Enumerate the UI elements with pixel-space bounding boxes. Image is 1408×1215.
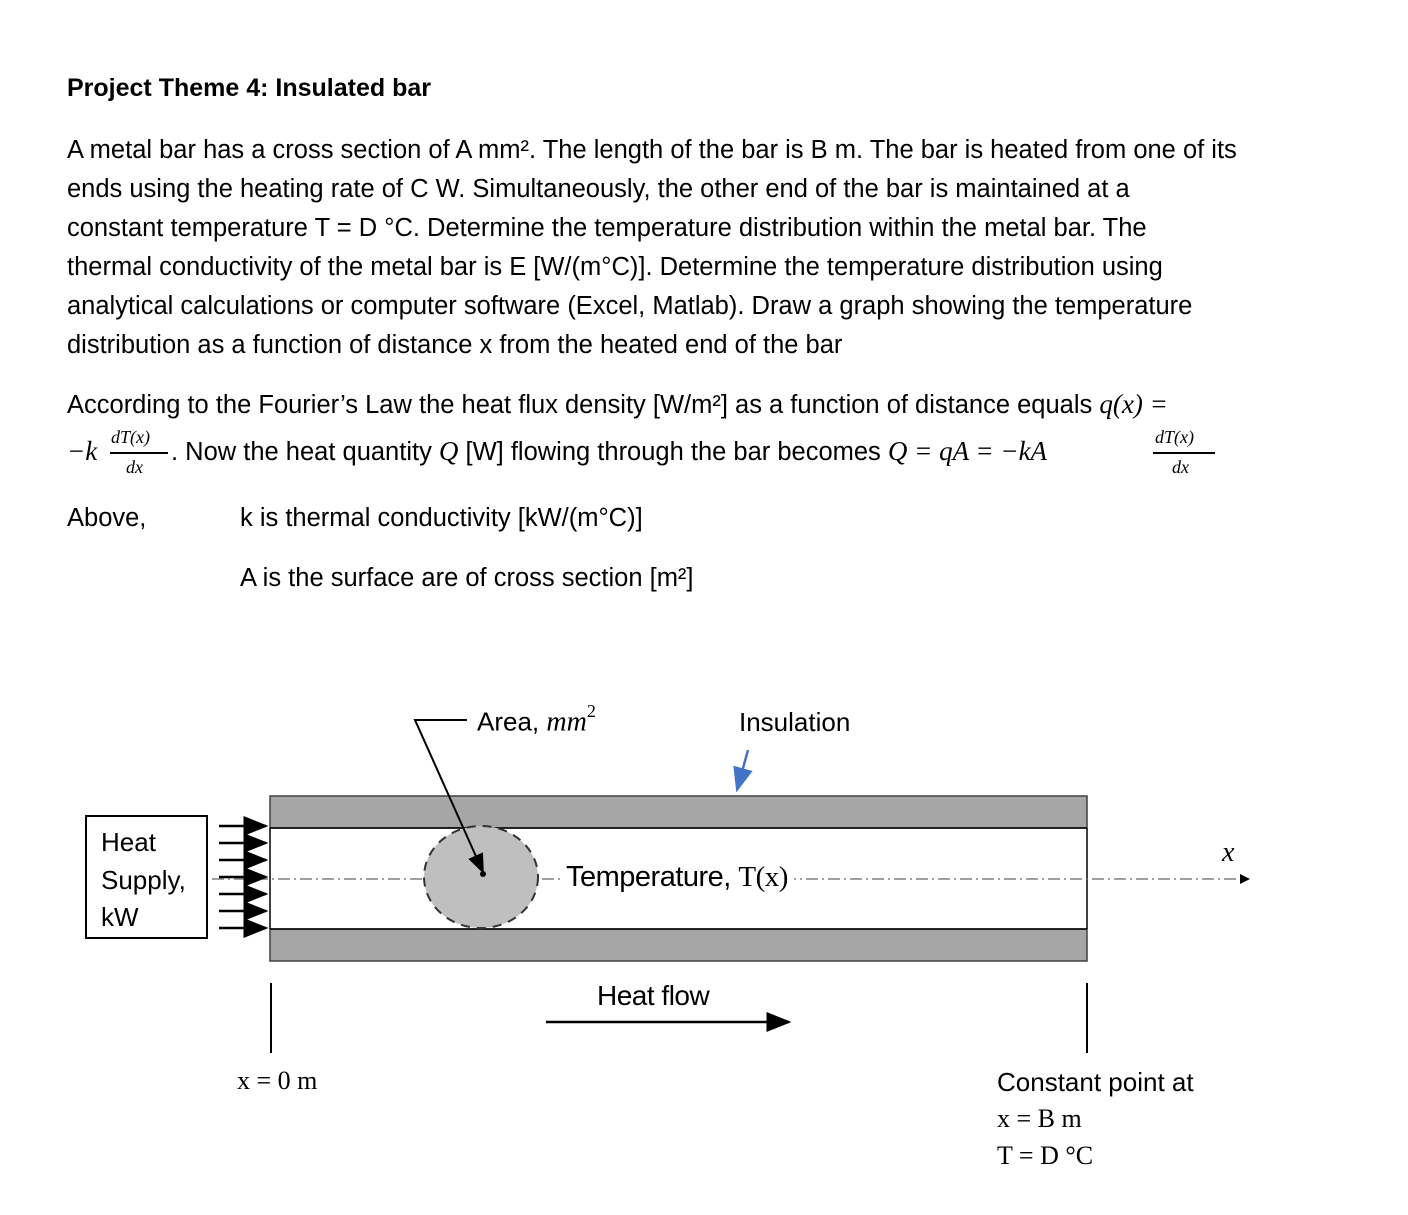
fraction-numerator: dT(x) xyxy=(1155,427,1194,447)
Q-symbol: Q xyxy=(438,436,459,466)
Q-equation: Q = qA = −kA xyxy=(887,436,1048,466)
paragraph-line: ends using the heating rate of C W. Simultaneously, the other end of the bar is maintained at a xyxy=(67,175,1130,203)
fraction-numerator: dT(x) xyxy=(111,427,150,447)
fraction-denominator: dx xyxy=(1172,457,1189,477)
paragraph-line: distribution as a function of distance x from the heated end of the bar xyxy=(67,331,843,359)
fourier-text: According to the Fourier’s Law the heat flux density [W/m²] as a function of distance equals xyxy=(67,391,1093,419)
insulation-arrow xyxy=(737,750,748,790)
area-unit: mm xyxy=(546,706,587,738)
TD-label: T = D °C xyxy=(997,1141,1094,1170)
paragraph-line: thermal conductivity of the metal bar is E [W/(m°C)]. Determine the temperature distribution using xyxy=(67,253,1163,281)
paragraph-line: constant temperature T = D °C. Determine the temperature distribution within the metal bar. The xyxy=(67,214,1147,242)
heat-supply-box xyxy=(85,815,208,939)
temperature-text: Temperature, xyxy=(566,861,731,893)
paragraph-line: analytical calculations or computer software (Excel, Matlab). Draw a graph showing the temperature xyxy=(67,292,1193,320)
k-definition: k is thermal conductivity [kW/(m°C)] xyxy=(240,504,643,532)
minus-k: −k xyxy=(67,436,98,466)
top-insulation xyxy=(270,796,1087,828)
heat-supply-line: Heat xyxy=(101,827,156,857)
x-axis-label: x xyxy=(1222,837,1235,868)
fourier-qx: q(x) = xyxy=(1099,389,1168,419)
page-title: Project Theme 4: Insulated bar xyxy=(67,74,431,102)
x0-label: x = 0 m xyxy=(237,1066,318,1095)
heat-supply-line: Supply, xyxy=(101,865,186,895)
above-label: Above, xyxy=(67,504,147,532)
fourier-text: [W] flowing through the bar becomes xyxy=(465,438,881,466)
constant-point-label: Constant point at xyxy=(997,1067,1194,1097)
heat-flow-label: Heat flow xyxy=(597,980,710,1011)
cross-section-circle xyxy=(424,826,538,928)
fraction-denominator: dx xyxy=(126,457,143,477)
area-label-text: Area, xyxy=(477,706,540,737)
a-definition: A is the surface are of cross section [m²] xyxy=(240,564,694,592)
insulation-label: Insulation xyxy=(739,707,851,737)
area-label xyxy=(477,701,596,739)
fourier-text: . Now the heat quantity xyxy=(171,438,432,466)
area-exponent: 2 xyxy=(586,701,596,721)
paragraph-line: A metal bar has a cross section of A mm². The length of the bar is B m. The bar is heated from one of its xyxy=(67,136,1237,164)
heat-supply-line: kW xyxy=(101,902,139,932)
temperature-label xyxy=(560,861,794,894)
temperature-function: T(x) xyxy=(738,861,788,893)
xB-label: x = B m xyxy=(997,1104,1082,1133)
x-axis-arrowhead xyxy=(1240,874,1250,884)
bottom-insulation xyxy=(270,929,1087,961)
